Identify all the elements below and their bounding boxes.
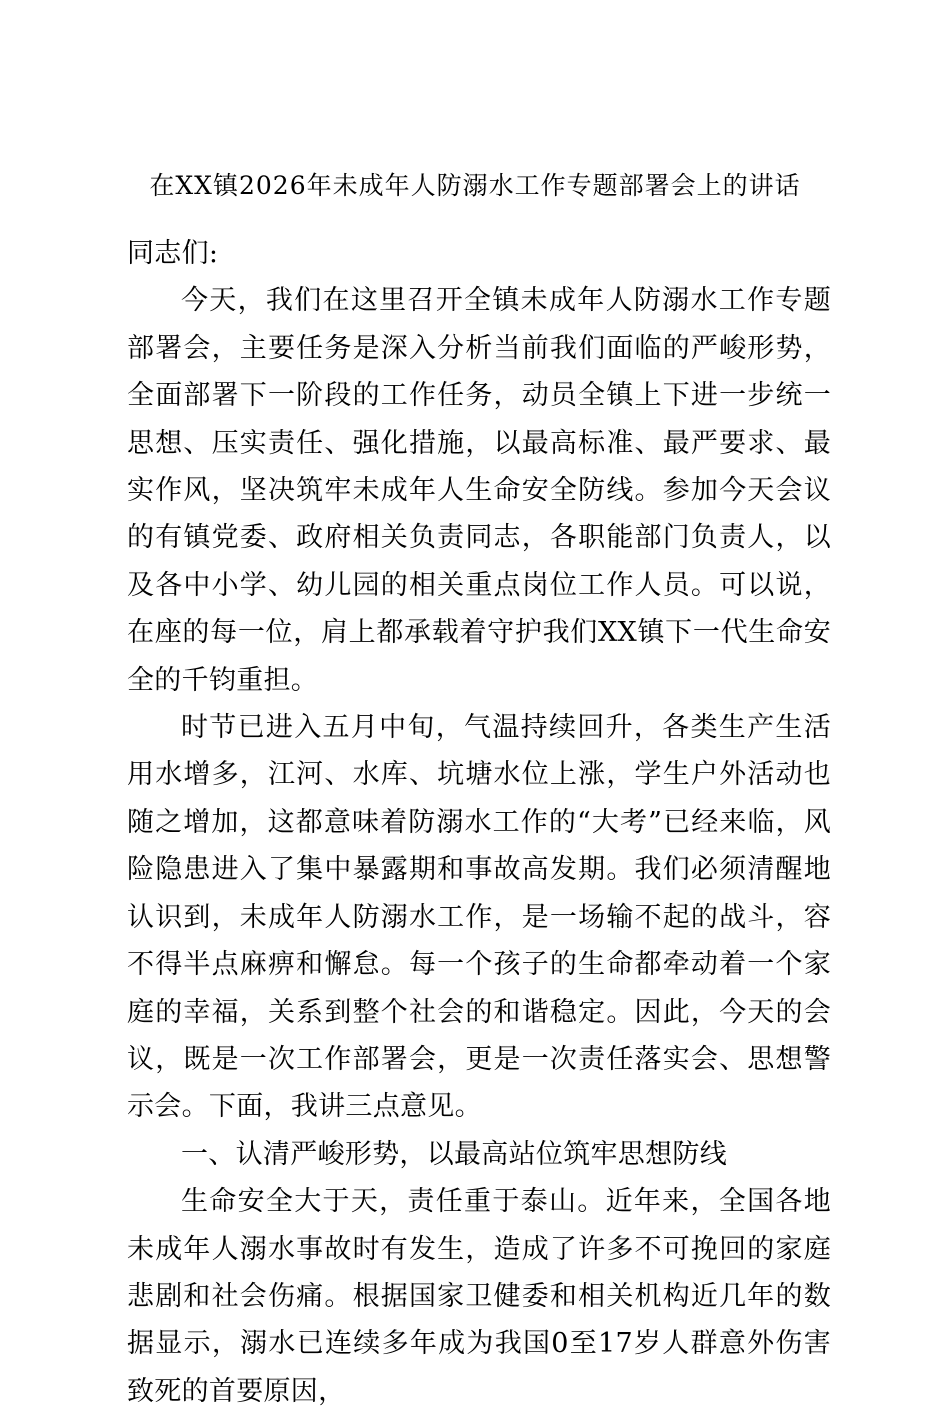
document-body <box>127 230 831 1415</box>
section-heading: 一、认清严峻形势，以最高站位筑牢思想防线 <box>181 1138 727 1170</box>
paragraph-2: 时节已进入五月中旬，气温持续回升，各类生产生活用水增多，江河、水库、坑塘水位上涨，学生户外活动也随之增加，这都意味着防溺水工作的“大考”已经来临，风险隐患进入了集中暴露期和事故高发期。我们必须清醒地认识到，未成年人防溺水工作，是一场输不起的战斗，容不得半点麻痹和懈怠。每一个孩子的生命都牵动着一个家庭的幸福，关系到整个社会的和谐稳定。因此，今天的会议，既是一次工作部署会，更是一次责任落实会、思想警示会。下面，我讲三点意见。 <box>127 712 831 1123</box>
paragraph-1: 今天，我们在这里召开全镇未成年人防溺水工作专题部署会，主要任务是深入分析当前我们面临的严峻形势，全面部署下一阶段的工作任务，动员全镇上下进一步统一思想、压实责任、强化措施，以最高标准、最严要求、最实作风，坚决筑牢未成年人生命安全防线。参加今天会议的有镇党委、政府相关负责同志，各职能部门负责人，以及各中小学、幼儿园的相关重点岗位工作人员。可以说，在座的每一位，肩上都承载着守护我们XX镇下一代生命安全的千钧重担。 <box>127 285 831 696</box>
section-paragraph: 生命安全大于天，责任重于泰山。近年来，全国各地未成年人溺水事故时有发生，造成了许多不可挽回的家庭悲剧和社会伤痛。根据国家卫健委和相关机构近几年的数据显示，溺水已连续多年成为我国0至17岁人群意外伤害致死的首要原因， <box>127 1186 831 1407</box>
document-title: 在XX镇2026年未成年人防溺水工作专题部署会上的讲话 <box>149 171 801 200</box>
salutation: 同志们: <box>127 238 219 269</box>
